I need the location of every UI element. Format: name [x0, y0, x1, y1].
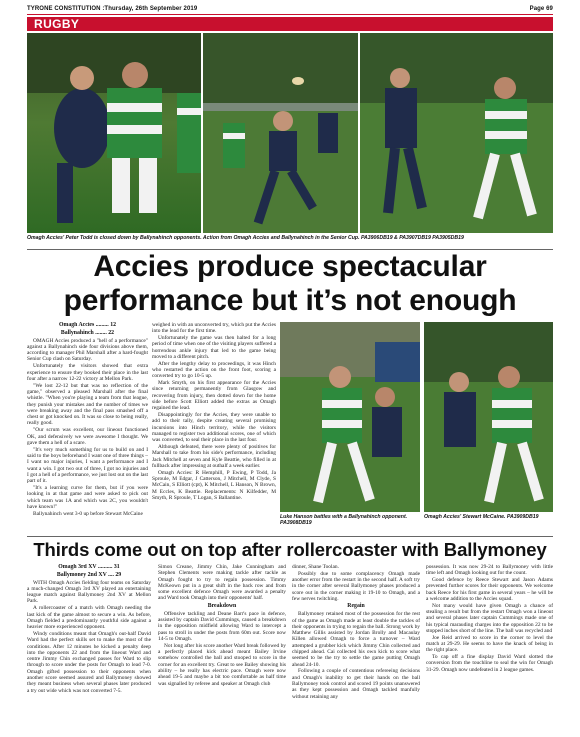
story1-column-1: [27, 322, 148, 532]
story2-paragraph: Possibly due to some complacency Omagh made another error from the restart in the second half. A soft try in the corner after several Ballymoney phases produced a score out in the corner making it 19-10 to Omagh, and a few nerves twitching.: [292, 570, 420, 602]
masthead-rule: [27, 14, 553, 15]
photo-kick: [203, 33, 358, 233]
story1-paragraph: Unfortunately the visitors showed that extra experience to ensure they booked their place in the last four after a narrow 12-22 victory at Mellon Park.: [27, 363, 148, 382]
story2-subhead-regain: Regain: [347, 603, 365, 610]
mccaine-caption: Omagh Accies' Stewart McCaine. PA3909DB19: [424, 514, 539, 520]
story1-paragraph: After the lengthy delay to proceedings, it was Hinch who restarted the action on the front foot, scoring a converted try to go 10-5 up.: [152, 360, 276, 380]
photo-run: [360, 33, 553, 233]
story2-paragraph: Not long after his score another Ward break followed by a perfectly placed kick ahead meant Bailey Irvine somehow controlled the ball and stooped to score in the corner for an excellent try. Great to see Bailey showing his ability – he really has electric pace. Omagh were now ahead 19-5 and maybe a bit too comfortable as half time was signalled by referee and speaker at Omagh club: [158, 642, 286, 687]
top-photos-caption: Omagh Accies' Peter Todd is closed down by Ballynahinch opponents. Action from Omagh Accies and Ballynahinch in the Senior Cup. PA3906DB19 & PA3907DB19 PA3905DB19: [27, 235, 464, 241]
story1-paragraph: "Our scrum was excellent, our lineout functioned OK, and defensively we were awesome I thought. We gave them a hell of a scare.: [27, 427, 148, 446]
photo-mccaine-image: [424, 322, 553, 512]
story1-paragraph: Omagh Accies: R Hemphill, P Ewing, P Todd, Ja Sproule, M Edgar, J Catterson, J Mitchell, M Clyde, S McCain, S Elliott (cpt), K Mitchell, L Hanson, N Brown, M Eccles, K Beattie. Replacements: N Kilfedder, M Smyth, R Sproule, T Logan, S Ballantine.: [152, 469, 276, 502]
story2-column-3: [292, 564, 420, 734]
story2-paragraph: possession. It was now 29-24 to Ballymoney with little time left and Omagh looking out for the count.: [426, 564, 553, 577]
photo-run-image: [360, 33, 553, 233]
story2-score-away: Ballymoney 2nd XV .... 29: [56, 571, 122, 578]
hanson-caption: Luke Hanson battles with a Ballynahinch opponent. PA3908DB19: [280, 514, 408, 527]
story1-score-away: Ballynahinch ........ 22: [60, 329, 115, 336]
story2-paragraph: Not many would have given Omagh a chance of stealing a result but from the restart Omagh won a lineout and several phases later captain Cummings made one of his typical marauding charges into the opposition 22 to be stopped inches short of the line. The ball was recycled and: [426, 602, 553, 634]
story1-paragraph: "It's very much something for us to build on and I said to the boys beforehand I want one of three things – I want no major injuries, I want a performance and I want a win. I got two out of three, I got no injuries and I got a hell of a performance, we just lost out on the last part of it.: [27, 446, 148, 485]
story1-paragraph: "We lost 22-12 but that was no reflection of the game," observed a pleased Marshall after the final whistle. "When you're playing a team from that league, they punish your mistakes and the number of times we were breaking away and the final pass smashed off a chest or got knocked on. It was so close to being really, really good.: [27, 382, 148, 427]
photo-tackle-image: [27, 33, 201, 233]
photo-mccaine: [424, 322, 553, 512]
photo-kick-image: [203, 33, 358, 233]
story1-score-home: Omagh Accies ......... 12: [59, 322, 116, 328]
story2-column-4: [426, 564, 553, 734]
story2-paragraph: Ballymoney retained most of the possession for the rest of the game as Omagh made at least double the tackles of their opponents in trying to regain the ball. Strong work by Matthew Gillis assisted by Jordan Brolly and Macaulay Killen allowed Omagh to force a turnover – Ward attempted a grubber kick which Jimmy Chin collected and chipped ahead. Cai collected his own kick to score what seemed to be the try to settle the game putting Omagh ahead 24-10.: [292, 611, 420, 668]
masthead-paper-date: TYRONE CONSTITUTION :Thursday, 26th September 2019: [27, 6, 198, 12]
story2-paragraph: dinner, Shane Toolan.: [292, 564, 339, 570]
page-number: Page 69: [529, 6, 553, 12]
photo-tackle: [27, 33, 201, 233]
story1-paragraph: Disappointingly for the Accies, they were unable to add to their tally, despite creating several promising incursions into Hinch territory, while the visitors managed to register two additional scores, one of which was converted, to seal their place in the last four.: [152, 412, 276, 444]
photo-hanson-image: [280, 322, 420, 512]
story1-paragraph: Although defeated, there were plenty of positives for Marshall to take from his side's performance, including Jack Mitchell at seven and Kyle Beattie, who filled in at fullback after impressing at outhalf a week earlier.: [152, 444, 276, 470]
photo-hanson: [280, 322, 420, 512]
story1-paragraph: "It's a learning curve for them, but if you were looking in at that game and were asked to pick out which team was 1A and which was 2C, you wouldn't have known!": [27, 484, 148, 510]
story1-paragraph: OMAGH Accies produced a "hell of a performance" against a Ballynahinch side four divisions above them, according to manager Phil Marshall after a hard-fought Senior Cup clash on Saturday.: [27, 337, 148, 363]
story2-score-home: Omagh 3rd XV .......... 31: [58, 564, 120, 570]
section-bar: [27, 17, 553, 31]
story2-rule: [27, 536, 553, 537]
story2-paragraph: A rollercoaster of a match with Omagh needing the last kick of the game almost to secure a win. As before, Omagh fielded a predominantly youthful side against a heavier more experienced opponent.: [27, 605, 151, 631]
story2-paragraph: To cap off a fine display David Ward slotted the conversion from the touchline to seal the win for Omagh 31-29. Omagh now undefeated in 2 league games.: [426, 654, 553, 673]
story2-paragraph: Good defence by Reece Stewart and Jason Adams prevented further scores for their opponents. We welcome back Reece for his first game in several years – he will be a welcome addition to the Accies squad.: [426, 577, 553, 602]
story2-paragraph: Windy conditions meant that Omagh's out-half David Ward had the perfect skills set to make the most of the conditions. After 12 minutes he kicked a penalty deep into the opponents 22 and from the lineout Ward and centre Jimmy Chin exchanged passes for Ward to slip through to score under the posts for Omagh to lead 7-0. Omagh gifted possession to their opponents when another score seemed assured and Ballymoney showed they meant business when several phases later produced a try out wide which was not converted 7-5.: [27, 630, 151, 694]
story2-headline: Thirds come out on top after rollercoaster with Ballymoney: [33, 539, 547, 560]
story1-paragraph: weighed in with an unconverted try, which put the Accies into the lead for the first time.: [152, 322, 276, 335]
story1-headline: Accies produce spectacular performance but it’s not enough: [63, 250, 517, 317]
story2-paragraph: Simon Creane, Jimmy Chin, Jake Cunningham and Stephen Clements were making tackle after tackle as Omagh fought to try to regain possession. Timmy McKeown put in a great shift in the back row and from some excellent defence Omagh were awarded a penalty and Ward took Omagh into their opponents' half.: [158, 564, 286, 602]
story1-paragraph: Unfortunately the game was then halted for a long period of time when one of the visiting players suffered a horrendous ankle injury that led to the game being moved to a different pitch.: [152, 335, 276, 360]
story2-paragraph: Offensive tackling and Deane Barr's pace in defence, assisted by captain David Cummings, caused a breakdown in the opposition midfield allowing Ward to intercept a pass to stroll in under the posts from 60m out. Score now 14-5 to Omagh.: [158, 610, 286, 642]
story1-column-2: [152, 322, 276, 532]
story1-paragraph: Mark Smyth, on his first appearance for the Accies since returning permanently from Glasgow and recovering from injury, then dotted down for the home side before Scott Elliott added the extras as Omagh regained the lead.: [152, 380, 276, 412]
masthead: [27, 4, 553, 14]
story2-paragraph: Following a couple of contentious refereeing decisions and Omagh's inability to get their hands on the ball Ballymoney took control and scored 19 points unanswered as they kept possession and Omagh tackled manfully without retaining any: [292, 668, 420, 700]
story2-paragraph: Joe Reid arrived to score in the corner to level the match at 29-29. He seems to have the knack of being in the right place.: [426, 634, 553, 654]
story1-paragraph: Ballynahinch went 3-0 up before Stewart McCaine: [33, 510, 143, 517]
story2-column-2: [158, 564, 286, 734]
story2-subhead-breakdown: Breakdown: [207, 602, 237, 609]
section-label: RUGBY: [34, 17, 80, 31]
story2-column-1: [27, 564, 151, 734]
story2-paragraph: WITH Omagh Accies fielding four teams on Saturday a much-changed Omagh 3rd XV played an entertaining league match against Ballymoney 2nd XV at Mellon Park.: [27, 579, 151, 605]
